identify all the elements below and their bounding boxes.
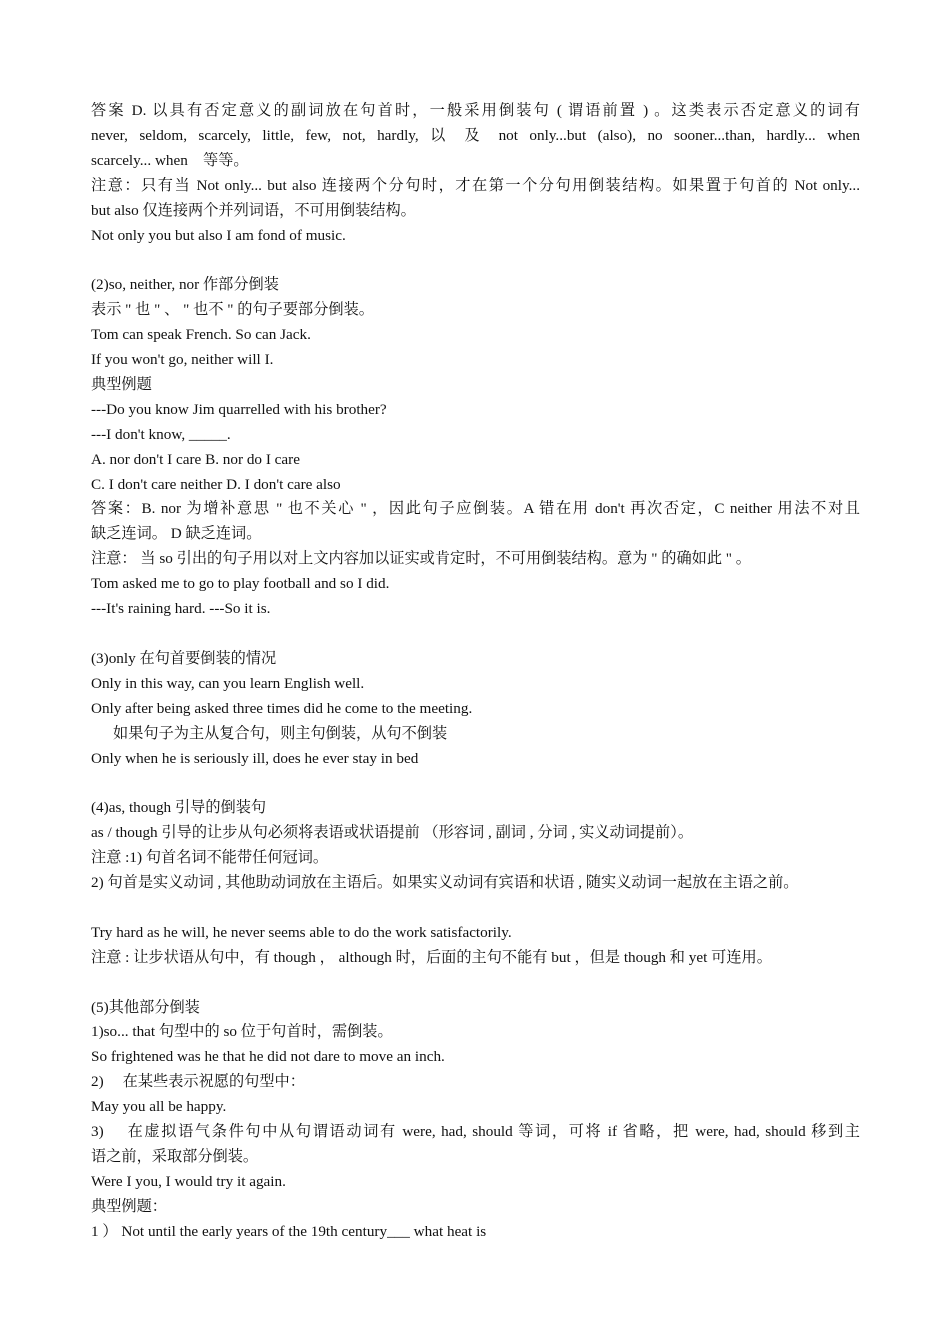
- example-sentence: Only when he is seriously ill, does he ever stay in bed: [91, 749, 419, 767]
- option-line: C. I don't care neither D. I don't care also: [91, 475, 341, 493]
- typical-example-label: 典型例题：: [91, 1197, 167, 1215]
- answer-line-1: 答案 D. 以具有否定意义的副词放在句首时，一般采用倒装句 ( 谓语前置 ) 。这类表示否定意义的词有: [91, 102, 860, 119]
- section-heading: (4)as, though 引导的倒装句: [91, 799, 267, 817]
- example-sentence: May you all be happy.: [91, 1098, 227, 1116]
- answer-line-1: 答案：B. nor 为增补意思 " 也不关心 " ，因此句子应倒装。A 错在用 don't 再次否定，C neither 用法不对且: [91, 500, 860, 518]
- blank-line: [91, 622, 860, 647]
- rule-line-1: 3) 在虚拟语气条件句中从句谓语动词有 were, had, should 等词，可将 if 省略，把 were, had, should 移到主: [91, 1123, 860, 1141]
- blank-line: [91, 248, 860, 273]
- example-sentence: ---It's raining hard. ---So it is.: [91, 600, 271, 618]
- rule-line: 2) 在某些表示祝愿的句型中：: [91, 1073, 305, 1091]
- section-heading: (3)only 在句首要倒装的情况: [91, 649, 277, 667]
- rule-line-2: 语之前，采取部分倒装。: [91, 1147, 259, 1165]
- typical-example-label: 典型例题: [91, 375, 152, 393]
- example-sentence: Not only you but also I am fond of music.: [91, 226, 346, 244]
- section-description: 表示 " 也 " 、 " 也不 " 的句子要部分倒装。: [91, 301, 374, 319]
- example-sentence: Try hard as he will, he never seems able to do the work satisfactorily.: [91, 923, 512, 941]
- blank-line: [91, 771, 860, 796]
- answer-line-2: 缺乏连词。 D 缺乏连词。: [91, 525, 262, 543]
- note-line: 如果句子为主从复合句，则主句倒装，从句不倒装: [113, 724, 448, 742]
- question-line: ---I don't know, _____.: [91, 425, 231, 443]
- answer-line-2: never, seldom, scarcely, little, few, not, hardly, 以 及 not only...but (also), no sooner...than, hardly... when: [91, 126, 860, 144]
- example-sentence: Only in this way, can you learn English well.: [91, 674, 365, 692]
- example-sentence: Only after being asked three times did he come to the meeting.: [91, 699, 473, 717]
- example-sentence: Tom can speak French. So can Jack.: [91, 326, 311, 344]
- blank-line: [91, 896, 860, 921]
- note-line: 注意 : 让步状语从句中，有 though ， although 时，后面的主句不能有 but ，但是 though 和 yet 可连用。: [91, 948, 772, 966]
- section-heading: (2)so, neither, nor 作部分倒装: [91, 276, 279, 294]
- example-sentence: So frightened was he that he did not dare to move an inch.: [91, 1048, 445, 1066]
- example-sentence: If you won't go, neither will I.: [91, 351, 274, 369]
- note-line: 注意： 当 so 引出的句子用以对上文内容加以证实或肯定时，不可用倒装结构。意为 " 的确如此 " 。: [91, 550, 751, 568]
- note-line: 注意 :1) 句首名词不能带任何冠词。: [91, 849, 329, 867]
- section-heading: (5)其他部分倒装: [91, 998, 200, 1016]
- note-line: 2) 句首是实义动词 , 其他助动词放在主语后。如果实义动词有宾语和状语 , 随实义动词一起放在主语之前。: [91, 874, 799, 892]
- section-description: as / though 引导的让步从句必须将表语或状语提前 （形容词 , 副词 , 分词 , 实义动词提前）。: [91, 824, 694, 842]
- blank-line: [91, 971, 860, 996]
- question-line: ---Do you know Jim quarrelled with his brother?: [91, 400, 387, 418]
- question-line: 1 ） Not until the early years of the 19th century___ what heat is: [91, 1222, 487, 1240]
- option-line: A. nor don't I care B. nor do I care: [91, 450, 300, 468]
- rule-line: 1)so... that 句型中的 so 位于句首时，需倒装。: [91, 1023, 393, 1041]
- note-line-2: but also 仅连接两个并列词语，不可用倒装结构。: [91, 201, 416, 219]
- example-sentence: Were I you, I would try it again.: [91, 1172, 286, 1190]
- example-sentence: Tom asked me to go to play football and so I did.: [91, 575, 390, 593]
- answer-line-3: scarcely... when 等等。: [91, 151, 249, 169]
- note-line-1: 注意：只有当 Not only... but also 连接两个分句时，才在第一个分句用倒装结构。如果置于句首的 Not only...: [91, 176, 860, 194]
- document-page: [91, 99, 860, 1245]
